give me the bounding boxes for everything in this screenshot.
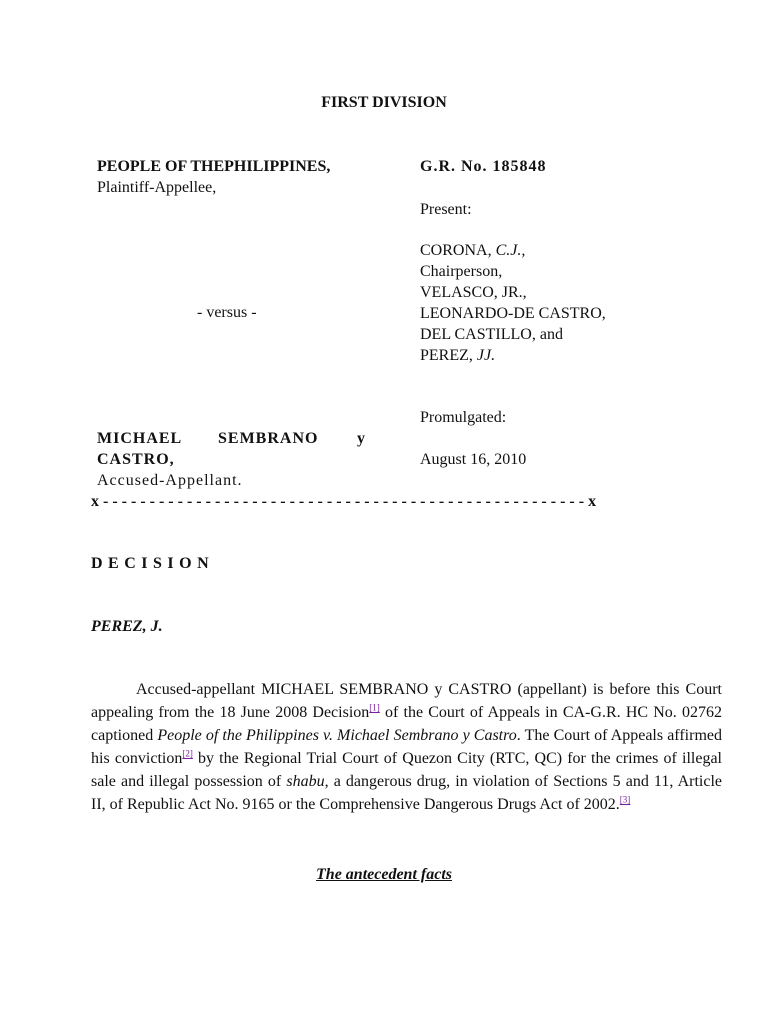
promulgated-date: August 16, 2010: [420, 451, 527, 468]
decision-heading: DECISION: [91, 555, 215, 572]
caption-separator: x - - - - - - - - - - - - - - - - - - - - - - - - - - - - - - - - - - - - - - - - - - - - - - - - - - - - x: [91, 493, 597, 510]
justice-line: Chairperson,: [420, 263, 503, 280]
accused-name-part3: y: [357, 430, 366, 447]
ponente: PEREZ, J.: [91, 618, 163, 635]
footnote-link-2[interactable]: [2]: [182, 748, 193, 759]
paragraph-text: by the Regional Trial Court of Quezon City (RTC, QC) for the crimes of illegal sale and illegal possession of: [91, 750, 722, 790]
paragraph-text: , a dangerous drug, in violation of Sections 5 and 11, Article II, of Republic Act No. 9165 or the Comprehensive Dangerous Drugs Act of 2002.: [91, 773, 722, 813]
paragraph-text: of the Court of Appeals in CA-G.R. HC No. 02762 captioned: [91, 704, 722, 744]
drug-name: shabu: [286, 773, 325, 790]
justice-name: PEREZ,: [420, 347, 477, 364]
justice-name: CORONA,: [420, 242, 496, 259]
paragraph-text: Accused-appellant MICHAEL SEMBRANO y CASTRO (appellant) is before this Court appealing from the 18 June 2008 Decision: [91, 681, 722, 721]
case-title: People of the Philippines v. Michael Sembrano y Castro: [157, 727, 517, 744]
justice-line: [420, 345, 495, 366]
versus-label: - versus -: [197, 304, 257, 321]
accused-role: Accused-Appellant.: [97, 472, 243, 489]
justice-line: LEONARDO-DE CASTRO,: [420, 305, 606, 322]
justice-title: C.J.,: [495, 242, 526, 259]
plaintiff-name: PEOPLE OF THEPHILIPPINES,: [97, 158, 331, 175]
justice-line: VELASCO, JR.,: [420, 284, 527, 301]
accused-name-part2: SEMBRANO: [218, 430, 319, 447]
section-subheading: The antecedent facts: [316, 866, 452, 883]
footnote-link-1[interactable]: [1]: [369, 702, 380, 713]
justice-line: DEL CASTILLO, and: [420, 326, 563, 343]
plaintiff-role: Plaintiff-Appellee,: [97, 179, 217, 196]
gr-number: G.R. No. 185848: [420, 158, 547, 175]
paragraph-text: . The Court of Appeals affirmed his conviction: [91, 727, 722, 767]
decision-paragraph: [91, 678, 722, 816]
footnote-link-3[interactable]: [3]: [619, 794, 631, 805]
promulgated-label: Promulgated:: [420, 409, 507, 426]
justice-title: JJ.: [476, 347, 496, 364]
accused-name-line2: CASTRO,: [97, 451, 175, 468]
present-label: Present:: [420, 201, 472, 218]
division-heading: FIRST DIVISION: [321, 94, 447, 111]
justice-line: [420, 240, 525, 261]
accused-name-part1: MICHAEL: [97, 430, 183, 447]
